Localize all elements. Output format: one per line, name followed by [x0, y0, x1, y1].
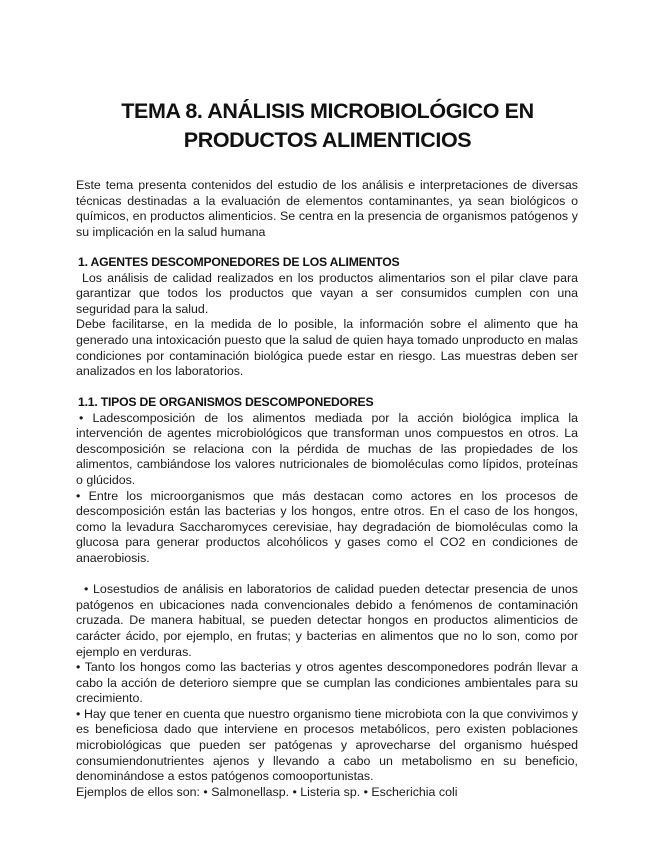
bullet-4: • Tanto los hongos como las bacterias y otros agentes descomponedores podrán llevar a cabo la acción de deterioro siempre que se cumplan las condiciones ambientales para su crecimiento. — [76, 660, 578, 706]
bullet-5: • Hay que tener en cuenta que nuestro organismo tiene microbiota con la que convivimos y es beneficiosa dado que interviene en procesos metabólicos, pero existen poblaciones microbiológicas que pueden ser patógenas y aprovecharse del organismo huésped consumiendonutrientes ajenos y llevando a cabo un metabolismo en su beneficio, denominándose a estos patógenos comooportunistas. — [76, 706, 578, 784]
section-1 — [76, 255, 578, 380]
title-line-1: TEMA 8. ANÁLISIS MICROBIOLÓGICO EN — [121, 99, 534, 123]
spacer — [76, 567, 578, 583]
section-1-heading: 1. AGENTES DESCOMPONEDORES DE LOS ALIMENTOS — [78, 255, 400, 269]
section-1-1 — [76, 395, 578, 800]
intro-paragraph: Este tema presenta contenidos del estudio de los análisis e interpretaciones de diversas técnicas destinadas a la evaluación de elementos contaminantes, ya sean biológicos o químicos, en productos alimenticios. Se centra en la presencia de organismos patógenos y su implicación en la salud humana — [76, 178, 578, 239]
bullet-1: • Ladescomposición de los alimentos mediada por la acción biológica implica la intervención de agentes microbiológicos que transforman unos compuestos en otros. La descomposición se relaciona con la pérdida de muchas de las propiedades de los alimentos, cambiándose los valores nutricionales de biomoléculas como lípidos, proteínas o glúcidos. — [76, 410, 578, 487]
bullet-3: • Losestudios de análisis en laboratorios de calidad pueden detectar presencia de unos patógenos en ubicaciones nada convencionales debido a fenómenos de contaminación cruzada. De manera habitual, se pueden detectar hongos en productos alimenticios de carácter ácido, por ejemplo, en frutas; y bacterias en alimentos que no lo son, como por ejemplo en verduras. — [76, 582, 578, 659]
section-1-paragraph-2: Debe facilitarse, en la medida de lo posible, la información sobre el alimento que ha generado una intoxicación puesto que la salud de quien haya tomado unproducto en malas condiciones por contaminación biológica puede estar en riesgo. Las muestras deben ser analizados en los laboratorios. — [76, 317, 578, 379]
section-1-paragraph-1: Los análisis de calidad realizados en los productos alimentarios son el pilar clave para garantizar que todos los productos que vayan a ser consumidos cumplen con una seguridad para la salud. — [76, 270, 578, 316]
intro-block — [76, 178, 578, 240]
bullet-2: • Entre los microorganismos que más destacan como actores en los procesos de descomposición están las bacterias y los hongos, entre otros. En el caso de los hongos, como la levadura Saccharomyces cerevisiae, hay degradación de biomoléculas como la glucosa para generar productos alcohólicos y gases como el CO2 en condiciones de anaerobiosis. — [76, 488, 578, 565]
examples-line: Ejemplos de ellos son: • Salmonellasp. • Listeria sp. • Escherichia coli — [76, 784, 458, 799]
title-line-2: PRODUCTOS ALIMENTICIOS — [183, 128, 472, 152]
document-title — [60, 97, 595, 155]
section-1-1-heading: 1.1. TIPOS DE ORGANISMOS DESCOMPONEDORES — [78, 395, 374, 409]
